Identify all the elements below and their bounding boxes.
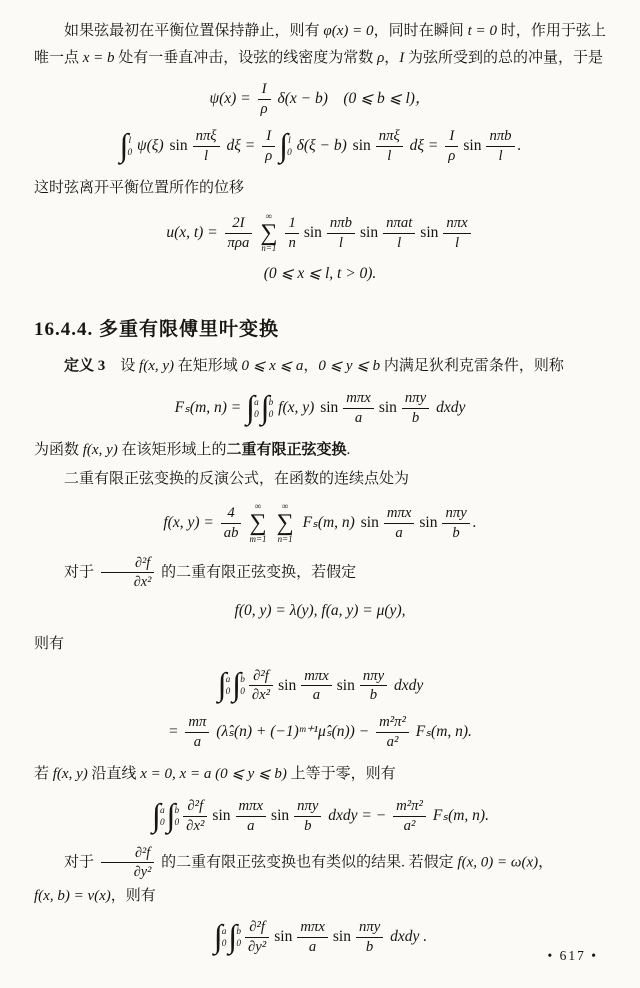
function-name: sin <box>419 514 438 532</box>
text-run: 定义 3 <box>64 358 106 375</box>
math-run: x = b <box>82 49 115 66</box>
math-run: δ(x − b) (0 ⩽ b ⩽ l)， <box>273 90 431 108</box>
text-run: 对于 <box>64 564 98 581</box>
text-run: 时，作用于弦上唯一点 <box>34 23 606 66</box>
fraction-denominator: ∂y² <box>133 864 152 881</box>
fraction-numerator: nπy <box>294 798 321 817</box>
fraction <box>297 919 328 956</box>
fraction <box>393 798 426 835</box>
paragraph <box>34 437 606 464</box>
integral-sign: ∫ <box>166 797 176 834</box>
fraction <box>185 714 209 751</box>
function-name: sin <box>352 137 371 155</box>
summation-upper-limit: ∞ <box>254 501 262 512</box>
math-run: (0 ⩽ x ⩽ l, t > 0). <box>263 265 377 283</box>
fraction <box>258 81 271 118</box>
fraction <box>193 128 220 165</box>
fraction-numerator: nπy <box>356 919 383 938</box>
fraction <box>327 215 355 252</box>
fraction-denominator: l <box>397 234 402 251</box>
integral-sign: ∫ <box>232 667 242 704</box>
display-formula <box>34 798 606 835</box>
integral-upper-limit: a <box>254 397 259 408</box>
fraction-numerator: nπy <box>360 668 387 687</box>
fraction <box>360 668 387 705</box>
integral-limits <box>240 674 245 697</box>
math-run: x = 0, x = a (0 ⩽ y ⩽ b) <box>140 766 287 783</box>
integral-lower-limit: 0 <box>254 410 259 421</box>
math-run: ρ <box>377 49 385 66</box>
display-formula <box>34 668 606 705</box>
math-run: (λ̂ₛ(n) + (−1)ᵐ⁺¹μ̂ₛ(n)) − <box>212 723 374 741</box>
display-formula <box>34 264 606 284</box>
function-name: sin <box>271 806 290 824</box>
fraction-numerator: nπy <box>442 505 469 524</box>
integral <box>217 667 231 704</box>
fraction-numerator: ∂²f <box>101 555 155 573</box>
fraction-numerator: 4 <box>221 505 242 524</box>
function-name: sin <box>169 137 188 155</box>
fraction-denominator: n <box>288 234 296 251</box>
fraction-denominator: ρ <box>265 148 273 165</box>
function-name: sin <box>360 223 379 241</box>
summation <box>260 212 277 255</box>
fraction-numerator: I <box>445 128 458 147</box>
integral-sign: ∫ <box>213 918 223 955</box>
fraction <box>443 215 470 252</box>
fraction-denominator: b <box>452 525 460 542</box>
paragraph <box>34 761 606 788</box>
text-run: 如果弦最初在平衡位置保持静止，则有 <box>64 23 324 39</box>
fraction-denominator: a <box>395 525 403 542</box>
integral <box>246 389 259 426</box>
fraction <box>376 714 409 751</box>
text-run: 在该矩形域上的 <box>117 442 227 458</box>
math-run: f(x, 0) = ω(x) <box>457 854 539 871</box>
function-name: sin <box>212 806 231 824</box>
fraction <box>301 668 332 705</box>
fraction-numerator: m²π² <box>376 714 409 733</box>
integral-limits <box>226 674 231 697</box>
function-name: sin <box>378 399 397 417</box>
math-run: = <box>168 723 183 741</box>
math-run: dxdy = − <box>324 806 391 824</box>
integral-upper-limit: a <box>159 805 165 816</box>
fraction-numerator: mπx <box>236 798 267 817</box>
fraction-denominator: l <box>338 234 344 251</box>
fraction-denominator: ∂x² <box>133 574 152 591</box>
math-run: f(x, y) <box>139 358 175 375</box>
display-formula <box>34 81 606 118</box>
fraction-denominator: ∂x² <box>186 817 205 834</box>
summation <box>249 502 266 545</box>
display-formula <box>34 390 606 427</box>
math-run: Fₛ(m, n) = <box>174 399 246 417</box>
fraction-numerator: 2I <box>225 215 253 234</box>
fraction <box>442 505 469 542</box>
paragraph <box>34 555 606 591</box>
integral <box>228 918 241 955</box>
text-run: 二重有限正弦变换的反演公式，在函数的连续点处为 <box>64 470 410 487</box>
fraction-numerator: nπat <box>383 215 415 234</box>
fraction-denominator: l <box>454 234 460 251</box>
display-formula <box>34 128 606 165</box>
text-run: ， <box>538 854 554 871</box>
summation-upper-limit: ∞ <box>265 210 273 221</box>
fraction-denominator: b <box>369 687 378 704</box>
math-run: t = 0 <box>467 23 497 39</box>
fraction <box>343 390 374 427</box>
integral-sign: ∫ <box>279 127 289 164</box>
fraction <box>249 668 273 705</box>
fraction-numerator: ∂²f <box>183 798 207 817</box>
text-run: 的二重有限正弦变换，若假定 <box>157 564 357 581</box>
math-run: dxdy <box>432 399 466 417</box>
math-run: I <box>399 49 405 66</box>
integral-lower-limit: 0 <box>159 817 165 828</box>
fraction-denominator: ρ <box>448 148 456 165</box>
math-run: . <box>517 137 522 155</box>
fraction-denominator: a <box>308 939 317 956</box>
display-formula <box>34 919 606 956</box>
text-run: ， <box>384 49 400 66</box>
summation-lower-limit: n=1 <box>277 534 293 545</box>
function-name: sin <box>463 137 482 155</box>
math-run: dxdy <box>390 676 424 694</box>
summation-lower-limit: n=1 <box>261 243 277 254</box>
fraction <box>225 215 253 252</box>
math-run: dξ = <box>222 137 260 155</box>
function-name: sin <box>303 223 322 241</box>
integral-limits <box>175 805 180 828</box>
fraction-numerator: mπx <box>297 919 328 938</box>
integral-limits <box>254 397 259 420</box>
text-run: 则有 <box>34 635 65 652</box>
math-run: dxdy . <box>386 928 428 946</box>
fraction-denominator: b <box>365 939 374 956</box>
fraction-numerator: 1 <box>285 215 298 234</box>
math-run: Fₛ(m, n). <box>411 723 472 741</box>
fraction-numerator: nπy <box>402 390 429 409</box>
integral-limits <box>222 926 227 949</box>
fraction-numerator: I <box>262 128 275 147</box>
fraction <box>384 505 415 542</box>
fraction <box>101 555 155 591</box>
text-run: 对于 <box>64 854 98 871</box>
fraction-denominator: ab <box>223 525 239 542</box>
integral <box>152 797 165 834</box>
fraction <box>294 798 321 835</box>
text-run: ，同时在瞬间 <box>373 23 468 39</box>
math-run: f(x, y) = <box>163 514 218 532</box>
display-formula <box>34 714 606 751</box>
math-run: f(x, b) = v(x) <box>34 887 111 904</box>
math-run: f(0, y) = λ(y), f(a, y) = μ(y), <box>234 601 406 619</box>
fraction-numerator: mπx <box>343 390 374 409</box>
math-run: Fₛ(m, n) <box>298 514 359 532</box>
summation <box>277 502 294 545</box>
integral <box>279 127 292 164</box>
integral-limits <box>236 926 241 949</box>
fraction-denominator: a <box>312 687 321 704</box>
function-name: sin <box>320 399 339 417</box>
integral-lower-limit: 0 <box>127 148 133 159</box>
summation-sign: ∑ <box>249 510 267 537</box>
fraction-denominator: a <box>193 734 202 751</box>
fraction-numerator: ∂²f <box>249 668 273 687</box>
fraction-denominator: ∂y² <box>248 939 267 956</box>
display-formula <box>34 212 606 255</box>
fraction-denominator: ∂x² <box>251 687 271 704</box>
text-run: 处有一垂直冲击，设弦的线密度为常数 <box>114 49 378 66</box>
text-run: 为弦所受到的总的冲量，于是 <box>404 49 604 66</box>
integral-sign: ∫ <box>228 918 238 955</box>
fraction-denominator: l <box>387 148 392 165</box>
integral-sign: ∫ <box>152 797 161 834</box>
integral-lower-limit: 0 <box>268 410 274 421</box>
fraction <box>285 215 298 252</box>
paragraph <box>34 631 606 658</box>
fraction <box>245 919 269 956</box>
integral-upper-limit: b <box>174 805 180 816</box>
fraction <box>356 919 383 956</box>
integral-sign: ∫ <box>119 127 129 164</box>
fraction <box>445 128 458 165</box>
integral <box>232 667 245 704</box>
fraction-numerator: nπb <box>486 128 514 147</box>
fraction-denominator: a <box>247 817 255 834</box>
text-run: 内满足狄利克雷条件，则称 <box>380 358 564 375</box>
text-run: . <box>346 442 351 458</box>
fraction-numerator: mπx <box>384 505 415 524</box>
summation-upper-limit: ∞ <box>281 501 289 512</box>
fraction <box>236 798 267 835</box>
fraction-numerator: I <box>258 81 271 100</box>
text-run: 为函数 <box>34 442 83 458</box>
fraction-numerator: nπξ <box>376 128 403 147</box>
summation-lower-limit: m=1 <box>249 534 267 545</box>
integral <box>166 797 180 834</box>
section-heading <box>34 314 606 341</box>
integral-upper-limit: a <box>221 926 227 937</box>
math-run: dξ = <box>405 137 443 155</box>
integral-sign: ∫ <box>246 389 256 426</box>
paragraph <box>34 18 606 71</box>
fraction <box>402 390 429 427</box>
integral-lower-limit: 0 <box>174 817 180 828</box>
math-run: δ(ξ − b) <box>292 137 351 155</box>
integral-limits <box>127 135 132 158</box>
math-run: u(x, t) = <box>166 223 222 241</box>
math-run: ψ(x) = <box>209 90 255 108</box>
display-formula <box>34 502 606 545</box>
summation-sign: ∑ <box>276 510 294 537</box>
fraction-denominator: b <box>411 410 420 427</box>
fraction-denominator: l <box>204 148 209 165</box>
integral-sign: ∫ <box>260 389 270 426</box>
fraction-denominator: l <box>498 148 503 165</box>
integral <box>260 389 274 426</box>
integral-upper-limit: b <box>236 926 241 937</box>
function-name: sin <box>332 928 351 946</box>
integral-limits <box>269 397 274 420</box>
summation-sign: ∑ <box>260 219 278 246</box>
text-run: 沿直线 <box>87 766 141 783</box>
document-body <box>34 18 606 956</box>
text-run: 的二重有限正弦变换也有类似的结果. 若假定 <box>157 854 458 871</box>
fraction-numerator: ∂²f <box>101 845 155 863</box>
math-run: φ(x) = 0 <box>323 23 374 39</box>
function-name: sin <box>274 928 293 946</box>
text-run: ， <box>303 358 319 375</box>
text-run: 16.4.4. 多重有限傅里叶变换 <box>34 319 280 341</box>
text-run: ，则有 <box>110 887 156 904</box>
page-number: • 617 • <box>547 948 598 963</box>
integral-upper-limit: a <box>225 675 231 686</box>
fraction-numerator: mπ <box>185 714 209 733</box>
math-run: Fₛ(m, n). <box>428 806 489 824</box>
paragraph <box>34 466 606 493</box>
integral-lower-limit: 0 <box>225 687 231 698</box>
integral-lower-limit: 0 <box>287 148 292 159</box>
fraction-numerator: ∂²f <box>245 919 269 938</box>
math-run: . <box>472 514 477 532</box>
fraction <box>101 845 155 881</box>
text-run: 若 <box>34 766 53 783</box>
integral-upper-limit: l <box>128 136 132 147</box>
function-name: sin <box>420 223 439 241</box>
fraction-numerator: nπξ <box>193 128 220 147</box>
fraction <box>376 128 403 165</box>
integral-sign: ∫ <box>217 667 227 704</box>
function-name: sin <box>360 514 379 532</box>
fraction <box>183 798 207 835</box>
math-run: 0 ⩽ y ⩽ b <box>318 358 381 375</box>
fraction-numerator: m²π² <box>393 798 426 817</box>
math-run: f(x, y) <box>52 766 88 783</box>
integral-upper-limit: b <box>268 397 274 408</box>
math-run: 0 ⩽ x ⩽ a <box>241 358 304 375</box>
fraction <box>221 505 242 542</box>
text-run: 设 <box>105 358 140 375</box>
fraction <box>262 128 275 165</box>
fraction-numerator: mπx <box>301 668 332 687</box>
text-run: 上等于零，则有 <box>286 766 396 783</box>
paragraph <box>34 175 606 202</box>
paragraph <box>34 883 606 910</box>
fraction-numerator: nπx <box>443 215 470 234</box>
function-name: sin <box>336 676 355 694</box>
integral-lower-limit: 0 <box>240 687 245 698</box>
fraction-numerator: nπb <box>327 215 355 234</box>
fraction-denominator: πρa <box>227 234 250 251</box>
integral <box>119 127 133 164</box>
math-run: f(x, y) <box>274 399 319 417</box>
integral-lower-limit: 0 <box>221 939 227 950</box>
integral-limits <box>287 135 292 158</box>
fraction-denominator: b <box>304 817 312 834</box>
paragraph <box>34 353 606 380</box>
text-run: 这时弦离开平衡位置所作的位移 <box>34 180 245 197</box>
integral <box>213 918 227 955</box>
integral-upper-limit: l <box>288 136 291 147</box>
fraction-denominator: ρ <box>260 101 268 118</box>
fraction-denominator: a² <box>386 734 399 751</box>
math-run: ψ(ξ) <box>133 137 168 155</box>
integral-upper-limit: b <box>240 675 245 686</box>
fraction-denominator: a <box>354 410 363 427</box>
fraction <box>383 215 415 252</box>
paragraph <box>34 845 606 881</box>
fraction <box>486 128 514 165</box>
fraction-denominator: a² <box>403 817 416 834</box>
integral-limits <box>160 805 165 828</box>
function-name: sin <box>278 676 297 694</box>
text-run: 在矩形域 <box>174 358 242 375</box>
text-run: 二重有限正弦变换 <box>226 442 347 458</box>
math-run: f(x, y) <box>82 442 118 458</box>
display-formula <box>34 601 606 621</box>
integral-lower-limit: 0 <box>236 939 241 950</box>
